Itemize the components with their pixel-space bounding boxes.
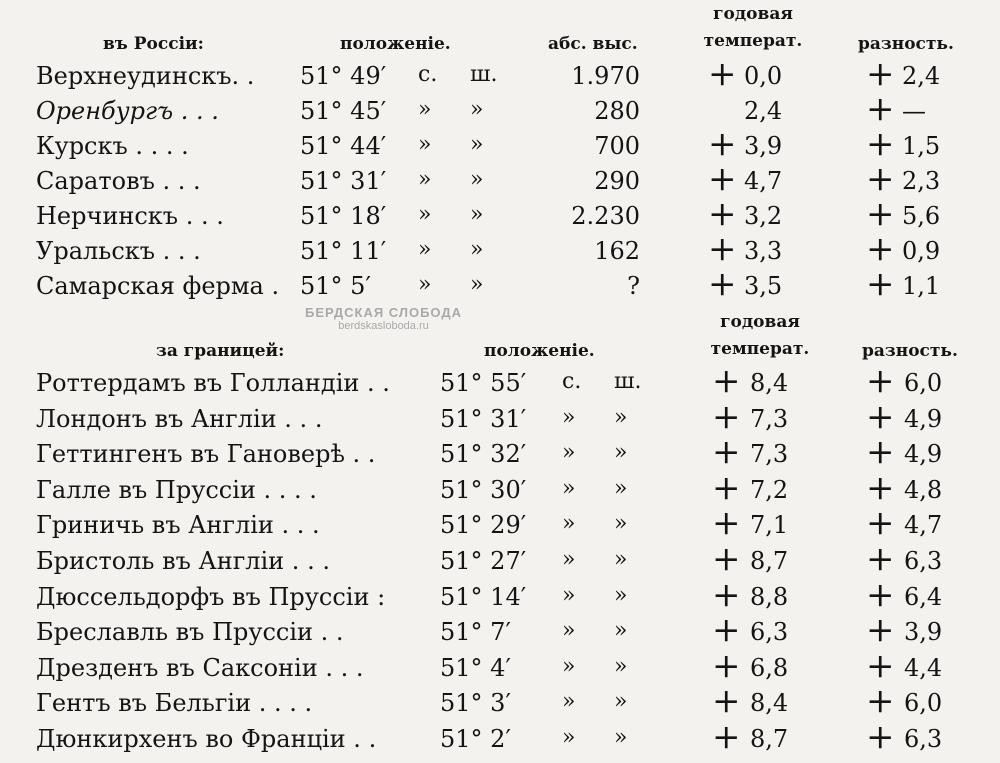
station-name: Геттингенъ въ Гановерѣ . . <box>36 440 376 468</box>
latitude: 51° 55′ <box>440 369 527 397</box>
difference: 6,0 <box>904 369 943 397</box>
annual-temperature: 7,1 <box>750 511 789 539</box>
annual-temperature: 0,0 <box>744 62 783 90</box>
abroad-header-difference: разность. <box>862 341 958 361</box>
station-name: Лондонъ въ Англіи . . . <box>36 405 323 433</box>
russia-header-position: положеніе. <box>340 34 451 54</box>
latitude: 51° 45′ <box>300 97 387 125</box>
latitude: 51° 30′ <box>440 476 527 504</box>
station-name: Курскъ . . . . <box>36 132 189 160</box>
latitude-suffix-2: » <box>470 167 484 192</box>
difference: 4,4 <box>904 654 943 682</box>
altitude: 2.230 <box>571 202 640 230</box>
latitude: 51° 44′ <box>300 132 387 160</box>
table-row <box>0 159 1000 199</box>
latitude: 51° 27′ <box>440 547 527 575</box>
table-row <box>0 432 1000 472</box>
table-row <box>0 717 1000 757</box>
annual-temperature: 8,8 <box>750 583 789 611</box>
latitude-suffix-2: » <box>614 440 628 465</box>
latitude: 51° 14′ <box>440 583 527 611</box>
table-row <box>0 54 1000 94</box>
station-name: Дрезденъ въ Саксоніи . . . <box>36 654 364 682</box>
table-row <box>0 539 1000 579</box>
abroad-header-temp-line1: годовая <box>720 312 800 332</box>
diff-sign: + <box>866 229 895 269</box>
annual-temperature: 8,4 <box>750 369 789 397</box>
latitude-suffix-1: » <box>418 272 432 297</box>
annual-temperature: 8,7 <box>750 725 789 753</box>
latitude-suffix-2: » <box>614 725 628 750</box>
diff-sign: + <box>866 575 895 615</box>
latitude-suffix-2: » <box>470 237 484 262</box>
diff-sign: + <box>866 54 895 94</box>
latitude: 51° 5′ <box>300 272 371 300</box>
latitude: 51° 18′ <box>300 202 387 230</box>
latitude-suffix-1: » <box>562 583 576 608</box>
annual-temperature: 4,7 <box>744 167 783 195</box>
station-name: Самарская ферма . <box>36 272 280 300</box>
table-row <box>0 229 1000 269</box>
temp-sign: + <box>708 264 737 304</box>
latitude-suffix-2: » <box>470 202 484 227</box>
difference: 2,3 <box>902 167 941 195</box>
temp-sign: + <box>712 539 741 579</box>
temp-sign: + <box>712 503 741 543</box>
temp-sign: + <box>712 575 741 615</box>
table-row <box>0 361 1000 401</box>
abroad-header-place: за границей: <box>156 341 285 361</box>
station-name: Бристоль въ Англіи . . . <box>36 547 330 575</box>
temp-sign: + <box>708 194 737 234</box>
diff-sign: + <box>866 646 895 686</box>
difference: 0,9 <box>902 237 941 265</box>
diff-sign: + <box>866 610 895 650</box>
russia-header-altitude: абс. выс. <box>548 34 638 54</box>
latitude: 51° 3′ <box>440 689 511 717</box>
temp-sign: + <box>712 432 741 472</box>
latitude-suffix-1: » <box>418 237 432 262</box>
temp-sign: + <box>712 646 741 686</box>
altitude: ? <box>627 272 640 300</box>
station-name: Гентъ въ Бельгіи . . . . <box>36 689 313 717</box>
annual-temperature: 2,4 <box>744 97 783 125</box>
station-name: Бреславль въ Пруссіи . . <box>36 618 344 646</box>
russia-header-place: въ Россіи: <box>103 34 204 54</box>
latitude-suffix-1: » <box>562 689 576 714</box>
latitude-suffix-2: » <box>470 97 484 122</box>
diff-sign: + <box>866 194 895 234</box>
diff-sign: + <box>866 264 895 304</box>
temp-sign: + <box>712 610 741 650</box>
table-row <box>0 681 1000 721</box>
difference: 6,4 <box>904 583 943 611</box>
latitude-suffix-1: » <box>562 511 576 536</box>
diff-sign: + <box>866 397 895 437</box>
russia-header-temperature <box>688 1 818 55</box>
latitude-suffix-2: » <box>614 654 628 679</box>
latitude-suffix-2: » <box>614 405 628 430</box>
latitude-suffix-1: » <box>562 654 576 679</box>
station-name: Верхнеудинскъ. . <box>36 62 255 90</box>
temp-sign: + <box>712 717 741 757</box>
altitude: 1.970 <box>571 62 640 90</box>
difference: 2,4 <box>902 62 941 90</box>
latitude: 51° 32′ <box>440 440 527 468</box>
latitude-suffix-1: » <box>562 476 576 501</box>
abroad-header-temp-line2: температ. <box>710 339 810 359</box>
table-row <box>0 646 1000 686</box>
diff-sign: + <box>866 503 895 543</box>
latitude-suffix-1: » <box>562 547 576 572</box>
station-name: Саратовъ . . . <box>36 167 201 195</box>
difference: 5,6 <box>902 202 941 230</box>
difference: 4,9 <box>904 440 943 468</box>
latitude: 51° 31′ <box>300 167 387 195</box>
table-row <box>0 89 1000 129</box>
latitude-suffix-2: » <box>614 547 628 572</box>
diff-sign: + <box>866 124 895 164</box>
annual-temperature: 7,2 <box>750 476 789 504</box>
latitude-suffix-2: » <box>614 511 628 536</box>
latitude: 51° 49′ <box>300 62 387 90</box>
latitude: 51° 31′ <box>440 405 527 433</box>
annual-temperature: 3,9 <box>744 132 783 160</box>
temp-sign: + <box>712 361 741 401</box>
latitude: 51° 2′ <box>440 725 511 753</box>
annual-temperature: 3,5 <box>744 272 783 300</box>
difference: 6,3 <box>904 725 943 753</box>
altitude: 700 <box>594 132 640 160</box>
latitude-suffix-2: ш. <box>470 62 498 87</box>
russia-header-temp-line1: годовая <box>713 4 793 24</box>
russia-header-temp-line2: температ. <box>703 31 803 51</box>
annual-temperature: 7,3 <box>750 405 789 433</box>
altitude: 280 <box>594 97 640 125</box>
table-row <box>0 610 1000 650</box>
diff-sign: + <box>866 468 895 508</box>
latitude-suffix-1: с. <box>562 369 582 394</box>
station-name: Нерчинскъ . . . <box>36 202 224 230</box>
abroad-header-position: положеніе. <box>484 341 595 361</box>
difference: 4,9 <box>904 405 943 433</box>
temp-sign: + <box>712 468 741 508</box>
abroad-header-temperature <box>695 309 825 363</box>
table-row <box>0 468 1000 508</box>
annual-temperature: 6,8 <box>750 654 789 682</box>
latitude-suffix-2: » <box>614 689 628 714</box>
station-name: Дюссельдорфъ въ Пруссіи : <box>36 583 386 611</box>
table-row <box>0 264 1000 304</box>
station-name: Гриничь въ Англіи . . . <box>36 511 320 539</box>
annual-temperature: 3,2 <box>744 202 783 230</box>
difference: 6,3 <box>904 547 943 575</box>
diff-sign: + <box>866 717 895 757</box>
station-name: Уральскъ . . . <box>36 237 201 265</box>
station-name: Роттердамъ въ Голландіи . . <box>36 369 390 397</box>
latitude-suffix-1: » <box>562 725 576 750</box>
latitude: 51° 7′ <box>440 618 511 646</box>
latitude-suffix-1: » <box>418 132 432 157</box>
table-row <box>0 397 1000 437</box>
station-name: Галле въ Пруссіи . . . . <box>36 476 317 504</box>
temp-sign: + <box>712 681 741 721</box>
latitude-suffix-2: » <box>470 272 484 297</box>
watermark-title: БЕРДСКАЯ СЛОБОДА <box>305 305 463 320</box>
difference: — <box>902 97 926 125</box>
latitude-suffix-2: » <box>614 476 628 501</box>
latitude: 51° 11′ <box>300 237 387 265</box>
annual-temperature: 3,3 <box>744 237 783 265</box>
altitude: 162 <box>594 237 640 265</box>
watermark <box>305 305 462 332</box>
temp-sign: + <box>712 397 741 437</box>
annual-temperature: 6,3 <box>750 618 789 646</box>
difference: 1,5 <box>902 132 941 160</box>
difference: 4,7 <box>904 511 943 539</box>
russia-header-difference: разность. <box>858 34 954 54</box>
table-row <box>0 194 1000 234</box>
temp-sign: + <box>708 159 737 199</box>
difference: 1,1 <box>902 272 941 300</box>
difference: 6,0 <box>904 689 943 717</box>
temp-sign: + <box>708 124 737 164</box>
diff-sign: + <box>866 432 895 472</box>
station-name: Оренбургъ . . . <box>36 97 219 125</box>
table-row <box>0 124 1000 164</box>
temp-sign: + <box>708 229 737 269</box>
diff-sign: + <box>866 89 895 129</box>
diff-sign: + <box>866 681 895 721</box>
latitude-suffix-1: » <box>418 202 432 227</box>
latitude-suffix-1: с. <box>418 62 438 87</box>
latitude-suffix-1: » <box>418 167 432 192</box>
temp-sign: + <box>708 54 737 94</box>
latitude-suffix-1: » <box>562 405 576 430</box>
latitude: 51° 4′ <box>440 654 511 682</box>
altitude: 290 <box>594 167 640 195</box>
latitude-suffix-1: » <box>418 97 432 122</box>
annual-temperature: 8,4 <box>750 689 789 717</box>
diff-sign: + <box>866 159 895 199</box>
station-name: Дюнкирхенъ во Франціи . . <box>36 725 377 753</box>
table-row <box>0 575 1000 615</box>
watermark-url: berdskasloboda.ru <box>338 320 429 332</box>
latitude-suffix-1: » <box>562 618 576 643</box>
annual-temperature: 7,3 <box>750 440 789 468</box>
diff-sign: + <box>866 539 895 579</box>
latitude-suffix-2: » <box>470 132 484 157</box>
difference: 3,9 <box>904 618 943 646</box>
latitude: 51° 29′ <box>440 511 527 539</box>
latitude-suffix-2: ш. <box>614 369 642 394</box>
table-row <box>0 503 1000 543</box>
diff-sign: + <box>866 361 895 401</box>
latitude-suffix-2: » <box>614 583 628 608</box>
latitude-suffix-2: » <box>614 618 628 643</box>
difference: 4,8 <box>904 476 943 504</box>
annual-temperature: 8,7 <box>750 547 789 575</box>
latitude-suffix-1: » <box>562 440 576 465</box>
